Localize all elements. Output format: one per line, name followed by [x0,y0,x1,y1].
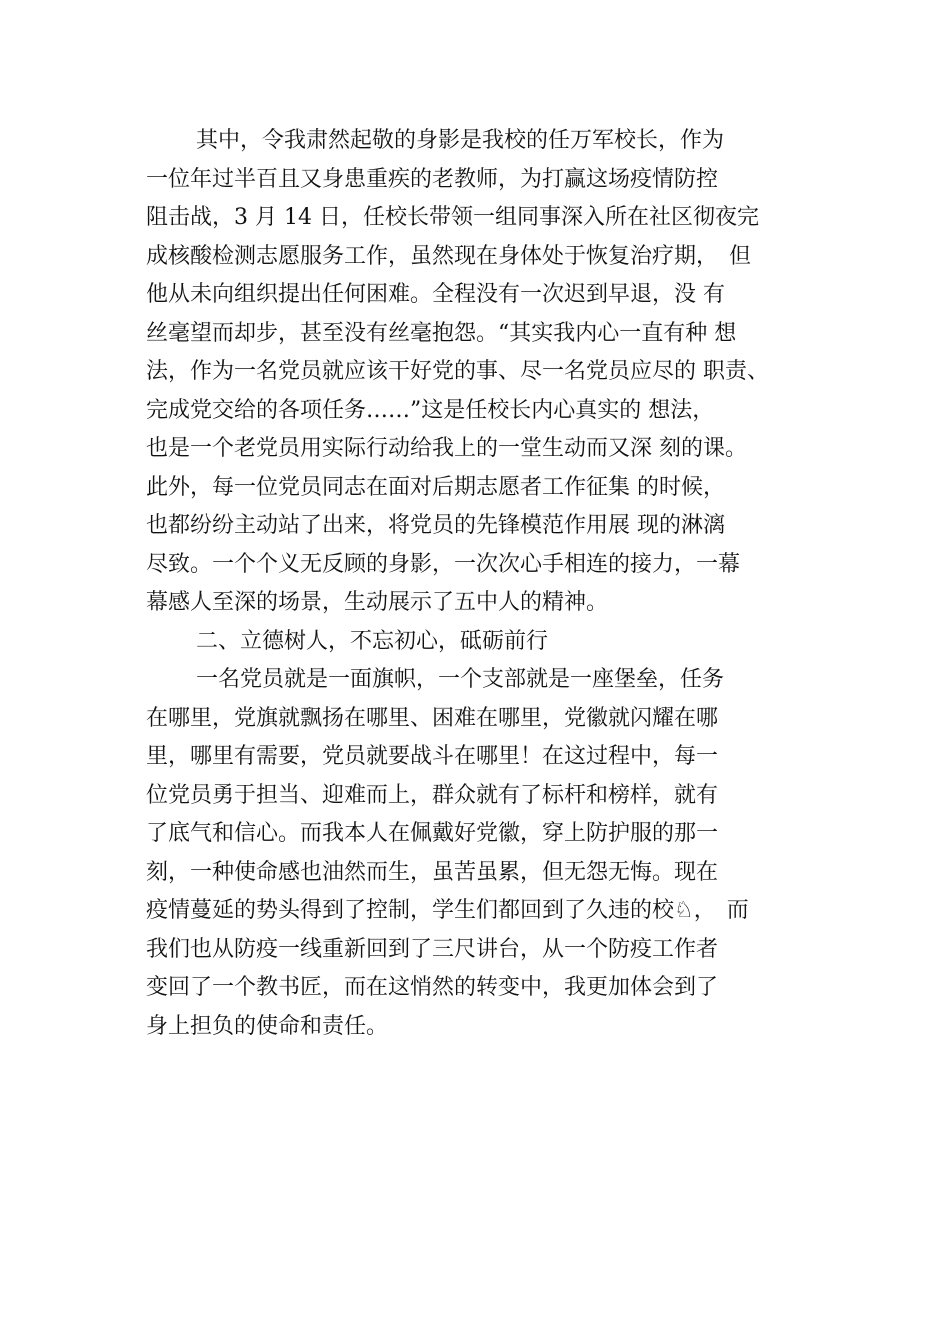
document-body [146,122,846,1046]
paragraph-line: 了底气和信心。而我本人在佩戴好党徽，穿上防护服的那一 [146,821,719,846]
paragraph-1 [146,122,846,623]
paragraph-line: 疫情蔓延的势头得到了控制，学生们都回到了久违的校♘， 而 [146,898,749,923]
paragraph-line: 他从未向组织提出任何困难。全程没有一次迟到早退，没 有 [146,282,725,307]
section-heading-text: 二、立德树人，不忘初心，砥砺前行 [196,628,549,654]
paragraph-line: 也都纷纷主动站了出来，将党员的先锋模范作用展 现的淋漓 [146,513,725,538]
section-heading [146,623,846,662]
paragraph-line: 身上担负的使命和责任。 [146,1013,389,1039]
paragraph-line: 丝毫望而却步，甚至没有丝毫抱怨。“其实我内心一直有种 想 [146,320,737,346]
paragraph-line: 也是一个老党员用实际行动给我上的一堂生动而又深 刻的课。 [146,436,747,461]
paragraph-line: 幕感人至深的场景，生动展示了五中人的精神。 [146,590,609,615]
paragraph-line: 位党员勇于担当、迎难而上，群众就有了标杆和榜样，就有 [146,782,719,808]
paragraph-line: 在哪里，党旗就飘扬在哪里、困难在哪里，党徽就闪耀在哪 [146,705,719,731]
paragraph-line: 成核酸检测志愿服务工作，虽然现在身体处于恢复治疗期， 但 [146,243,752,269]
paragraph-line: 完成党交给的各项任务……”这是任校长内心真实的 想法， [146,397,715,423]
paragraph-line: 阻击战，3 月 14 日，任校长带领一组同事深入所在社区彻夜完 [146,205,759,230]
paragraph-line: 此外，每一位党员同志在面对后期志愿者工作征集 的时候， [146,474,725,500]
paragraph-line: 变回了一个教书匠，而在这悄然的转变中，我更加体会到了 [146,975,719,1000]
paragraph-line: 法，作为一名党员就应该干好党的事、尽一名党员应尽的 职责、 [146,359,769,384]
paragraph-2 [146,661,846,1046]
paragraph-line: 一位年过半百且又身患重疾的老教师，为打赢这场疫情防控 [146,166,719,192]
paragraph-line: 我们也从防疫一线重新回到了三尺讲台，从一个防疫工作者 [146,936,719,962]
paragraph-line: 里，哪里有需要，党员就要战斗在哪里！在这过程中，每一 [146,744,719,769]
paragraph-line: 刻，一种使命感也油然而生，虽苦虽累，但无怨无悔。现在 [146,859,719,885]
paragraph-line: 尽致。一个个义无反顾的身影，一次次心手相连的接力，一幕 [146,551,741,577]
paragraph-line: 一名党员就是一面旗帜，一个支部就是一座堡垒，任务 [196,667,725,692]
paragraph-line: 其中，令我肃然起敬的身影是我校的任万军校长，作为 [196,128,725,153]
